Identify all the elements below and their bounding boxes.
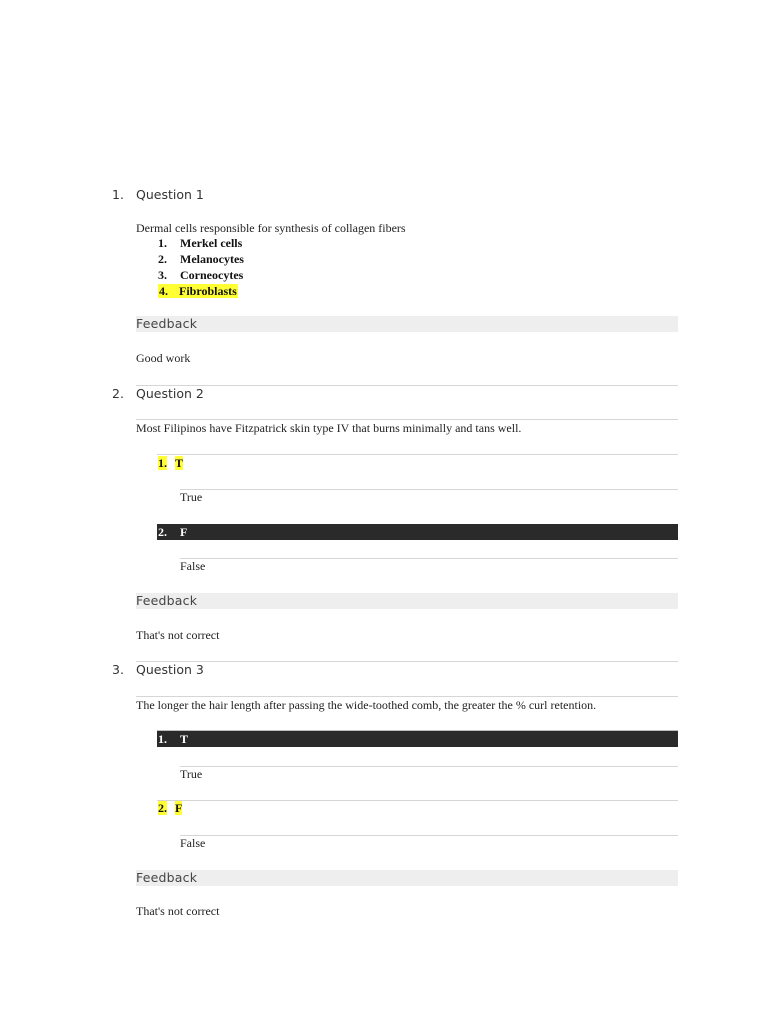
choice-item[interactable] [158,236,242,251]
option-false[interactable] [158,525,187,540]
choice-number: 2. [158,252,167,266]
option-label: F [175,801,183,815]
question-number: 2. [112,386,124,401]
choice-item-selected[interactable] [158,284,238,299]
feedback-bar [136,316,678,332]
feedback-text: That's not correct [136,628,220,642]
choice-number: 3. [158,268,167,282]
option-number: 2. [158,801,167,815]
option-label: T [175,456,184,470]
divider [157,454,678,455]
choice-label: Corneocytes [180,268,244,282]
question-title: Question 2 [136,386,204,401]
feedback-text: Good work [136,351,191,365]
choice-label: Fibroblasts [179,284,237,298]
option-description: False [180,836,206,850]
divider [180,766,678,767]
option-label: T [180,732,189,746]
choice-number: 4. [159,284,168,298]
option-false[interactable] [158,801,182,816]
choice-label: Merkel cells [180,236,243,250]
feedback-heading: Feedback [136,316,198,331]
option-number: 1. [158,732,167,746]
question-number: 1. [112,187,124,202]
option-number: 2. [158,525,167,539]
divider [180,558,678,559]
choice-number: 1. [158,236,167,250]
option-description: True [180,767,203,781]
option-selected-bar [157,731,678,747]
option-description: False [180,559,206,573]
divider [180,489,678,490]
feedback-bar [136,593,678,609]
divider [136,419,678,420]
question-title: Question 1 [136,187,204,202]
feedback-text: That's not correct [136,904,220,918]
question-prompt: Dermal cells responsible for synthesis of collagen fibers [136,221,406,235]
feedback-heading: Feedback [136,593,198,608]
question-prompt: The longer the hair length after passing the wide-toothed comb, the greater the % curl retention. [136,698,597,712]
divider [136,661,678,662]
divider [136,696,678,697]
choice-label: Melanocytes [180,252,244,266]
option-label: F [180,525,188,539]
feedback-bar [136,870,678,886]
option-number: 1. [158,456,167,470]
divider [180,835,678,836]
option-description: True [180,490,203,504]
option-true[interactable] [158,732,188,747]
choice-item[interactable] [158,268,243,283]
option-selected-bar [157,524,678,540]
divider [157,800,678,801]
choice-item[interactable] [158,252,244,267]
question-prompt: Most Filipinos have Fitzpatrick skin type IV that burns minimally and tans well. [136,421,522,435]
question-number: 3. [112,662,124,677]
feedback-heading: Feedback [136,870,198,885]
question-title: Question 3 [136,662,204,677]
divider [136,385,678,386]
option-true[interactable] [158,456,183,471]
